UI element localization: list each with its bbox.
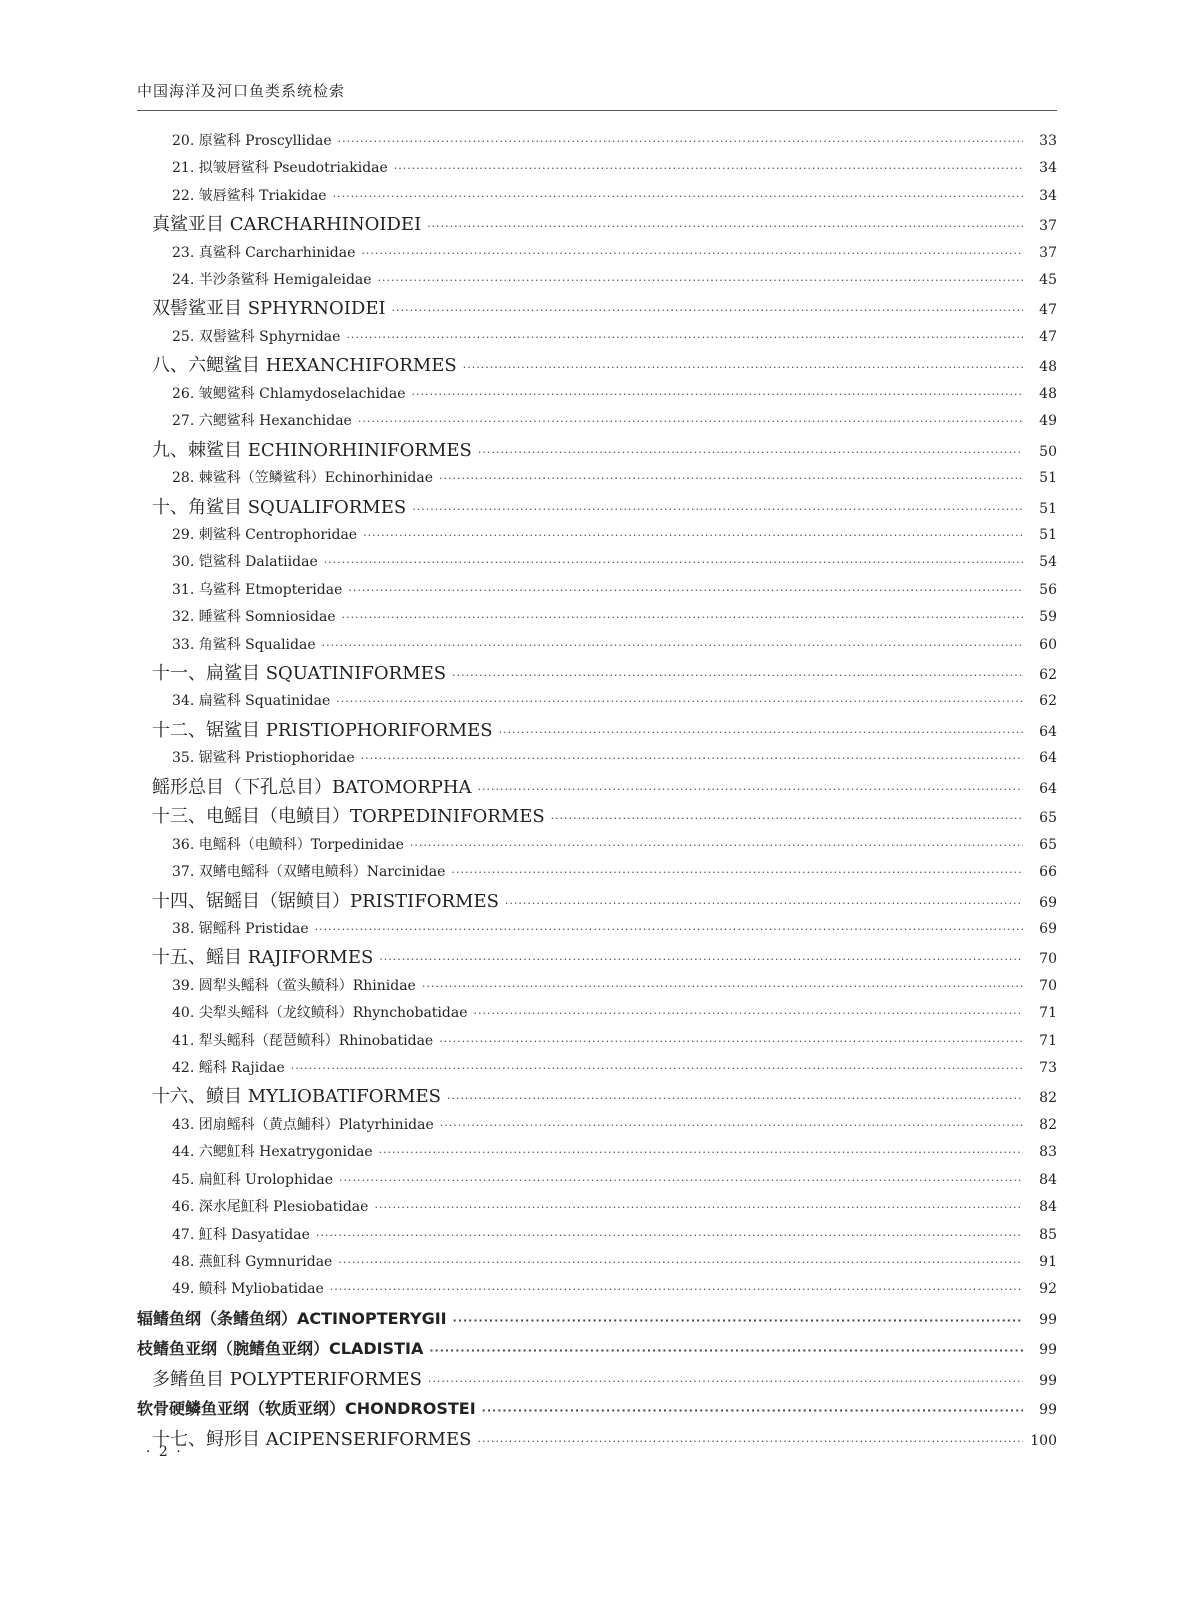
dot-leader	[410, 839, 1023, 852]
toc-entry-page: 99	[1039, 1342, 1057, 1359]
dot-leader	[477, 1427, 1023, 1456]
toc-entry-order	[137, 436, 1057, 466]
toc-entry-family	[137, 1112, 1057, 1139]
toc-entry-title: 枝鳍鱼亚纲（腕鳍鱼亚纲）CLADISTIA	[137, 1339, 424, 1359]
toc-entry-title: 21. 拟皱唇鲨科 Pseudotriakidae	[172, 160, 388, 177]
header-rule	[137, 110, 1057, 111]
toc-entry-page: 99	[1039, 1402, 1057, 1419]
toc-entry-order	[137, 887, 1057, 917]
toc-entry-family	[137, 1167, 1057, 1194]
toc-entry-order	[137, 716, 1057, 746]
toc-entry-family	[137, 604, 1057, 631]
toc-entry-title: 十五、鳐目 RAJIFORMES	[152, 947, 374, 969]
toc-entry-title: 鳐形总目（下孔总目）BATOMORPHA	[152, 776, 472, 798]
dot-leader	[379, 945, 1023, 974]
dot-leader	[339, 1174, 1023, 1187]
dot-leader	[324, 556, 1023, 569]
toc-entry-family	[137, 549, 1057, 576]
toc-entry-page: 92	[1039, 1281, 1057, 1298]
toc-entry-page: 59	[1039, 609, 1057, 626]
toc-entry-page: 37	[1039, 244, 1057, 261]
toc-entry-family	[137, 128, 1057, 155]
dot-leader	[499, 718, 1023, 747]
dot-leader	[392, 296, 1023, 325]
dot-leader	[330, 1283, 1023, 1296]
dot-leader	[427, 212, 1023, 241]
toc-entry-page: 56	[1039, 581, 1057, 598]
toc-entry-page: 51	[1039, 470, 1057, 487]
toc-entry-page: 73	[1039, 1060, 1057, 1077]
toc-entry-title: 十、角鲨目 SQUALIFORMES	[152, 496, 407, 518]
toc-entry-order	[137, 294, 1057, 324]
toc-entry-page: 64	[1039, 780, 1057, 797]
toc-entry-page: 84	[1039, 1171, 1057, 1188]
toc-entry-page: 85	[1039, 1226, 1057, 1243]
toc-entry-family	[137, 155, 1057, 182]
toc-entry-title: 十一、扁鲨目 SQUATINIFORMES	[152, 662, 447, 684]
toc-entry-page: 70	[1039, 977, 1057, 994]
toc-entry-page: 37	[1039, 218, 1057, 235]
toc-entry-page: 65	[1039, 810, 1057, 827]
toc-entry-page: 83	[1039, 1144, 1057, 1161]
toc-entry-title: 32. 睡鲨科 Somniosidae	[172, 609, 336, 626]
dot-leader	[440, 1119, 1023, 1132]
toc-entry-page: 47	[1039, 302, 1057, 319]
toc-entry-class	[137, 1334, 1057, 1365]
toc-entry-title: 20. 原鲨科 Proscyllidae	[172, 133, 332, 149]
toc-entry-family	[137, 859, 1057, 886]
toc-entry-page: 65	[1039, 836, 1057, 853]
toc-entry-family	[137, 1222, 1057, 1249]
dot-leader	[447, 1084, 1023, 1113]
toc-entry-title: 26. 皱鳃鲨科 Chlamydoselachidae	[172, 385, 406, 402]
toc-entry-order	[137, 351, 1057, 381]
dot-leader	[322, 639, 1023, 652]
toc-entry-page: 34	[1039, 187, 1057, 204]
dot-leader	[363, 529, 1023, 542]
toc-entry-page: 82	[1039, 1116, 1057, 1133]
dot-leader	[463, 353, 1023, 382]
toc-entry-page: 82	[1039, 1090, 1057, 1107]
toc-entry-family	[137, 522, 1057, 549]
toc-entry-family	[137, 381, 1057, 408]
toc-entry-page: 91	[1039, 1253, 1057, 1270]
toc-entry-title: 49. 鲼科 Myliobatidae	[172, 1281, 324, 1298]
toc-entry-family	[137, 745, 1057, 772]
toc-entry-order	[137, 1365, 1057, 1395]
toc-entry-page: 49	[1039, 413, 1057, 430]
dot-leader	[361, 247, 1023, 260]
toc-entry-page: 33	[1039, 133, 1057, 149]
toc-entry-class	[137, 1394, 1057, 1425]
dot-leader	[336, 695, 1023, 708]
toc-entry-order	[137, 1425, 1057, 1455]
dot-leader	[478, 775, 1023, 804]
toc-entry-order	[137, 210, 1057, 240]
toc-entry-title: 24. 半沙条鲨科 Hemigaleidae	[172, 272, 372, 289]
toc-entry-title: 39. 圆犁头鳐科（鲎头鲼科）Rhinidae	[172, 977, 416, 994]
toc-entry-title: 31. 乌鲨科 Etmopteridae	[172, 581, 343, 598]
dot-leader	[474, 1007, 1024, 1020]
toc-entry-page: 64	[1039, 750, 1057, 767]
toc-entry-family	[137, 916, 1057, 943]
toc-entry-page: 51	[1039, 527, 1057, 544]
toc-entry-title: 九、棘鲨目 ECHINORHINIFORMES	[152, 439, 472, 461]
toc-entry-page: 69	[1039, 921, 1057, 938]
running-header: 中国海洋及河口鱼类系统检索	[137, 82, 346, 100]
toc-entry-page: 54	[1039, 554, 1057, 571]
toc-entry-title: 34. 扁鲨科 Squatinidae	[172, 693, 331, 710]
toc-entry-title: 30. 铠鲨科 Dalatiidae	[172, 554, 318, 571]
toc-entry-page: 84	[1039, 1199, 1057, 1216]
dot-leader	[394, 162, 1023, 175]
toc-entry-page: 100	[1030, 1432, 1057, 1449]
toc-entry-title: 十二、锯鲨目 PRISTIOPHORIFORMES	[152, 719, 493, 741]
toc-entry-family	[137, 324, 1057, 351]
toc-entry-title: 十六、鲼目 MYLIOBATIFORMES	[152, 1086, 441, 1108]
dot-leader	[315, 923, 1023, 936]
toc-entry-family	[137, 973, 1057, 1000]
toc-entry-title: 33. 角鲨科 Squalidae	[172, 636, 316, 653]
toc-entry-page: 48	[1039, 385, 1057, 402]
dot-leader	[453, 1306, 1023, 1336]
dot-leader	[412, 495, 1023, 524]
toc-entry-page: 51	[1039, 500, 1057, 517]
dot-leader	[333, 190, 1023, 203]
toc-entry-page: 48	[1039, 359, 1057, 376]
toc-entry-title: 28. 棘鲨科（笠鳞鲨科）Echinorhinidae	[172, 470, 433, 487]
toc-entry-title: 十三、电鳐目（电鲼目）TORPEDINIFORMES	[152, 806, 545, 828]
toc-entry-title: 42. 鳐科 Rajidae	[172, 1060, 285, 1077]
toc-entry-family	[137, 1139, 1057, 1166]
dot-leader	[316, 1229, 1023, 1242]
toc-entry-family	[137, 1028, 1057, 1055]
toc-entry-page: 47	[1039, 328, 1057, 345]
toc-entry-family	[137, 1276, 1057, 1303]
dot-leader	[478, 438, 1023, 467]
toc-entry-title: 38. 锯鳐科 Pristidae	[172, 921, 309, 938]
toc-entry-page: 66	[1039, 864, 1057, 881]
toc-entry-title: 多鳍鱼目 POLYPTERIFORMES	[152, 1368, 422, 1390]
toc-entry-title: 十七、鲟形目 ACIPENSERIFORMES	[152, 1428, 472, 1450]
toc-entry-title: 44. 六鳃魟科 Hexatrygonidae	[172, 1144, 373, 1161]
toc-entry-order	[137, 802, 1057, 832]
toc-entry-title: 十四、锯鳐目（锯鲼目）PRISTIFORMES	[152, 890, 499, 912]
toc-entry-title: 双髻鲨亚目 SPHYRNOIDEI	[152, 298, 386, 320]
dot-leader	[374, 1201, 1023, 1214]
toc-entry-family	[137, 408, 1057, 435]
toc-entry-title: 43. 团扇鳐科（黄点鯆科）Platyrhinidae	[172, 1116, 434, 1133]
toc-entry-title: 46. 深水尾魟科 Plesiobatidae	[172, 1199, 369, 1216]
dot-leader	[358, 415, 1023, 428]
toc-entry-page: 34	[1039, 160, 1057, 177]
dot-leader	[412, 388, 1023, 401]
dot-leader	[482, 1396, 1023, 1426]
toc-entry-title: 40. 尖犁头鳐科（龙纹鲼科）Rhynchobatidae	[172, 1005, 468, 1022]
dot-leader	[378, 274, 1023, 287]
dot-leader	[452, 661, 1023, 690]
toc-entry-page: 62	[1039, 666, 1057, 683]
toc-entry-family	[137, 832, 1057, 859]
dot-leader	[338, 135, 1023, 148]
toc-entry-title: 36. 电鳐科（电鲼科）Torpedinidae	[172, 836, 404, 853]
toc-entry-family	[137, 1000, 1057, 1027]
toc-entry-family	[137, 183, 1057, 210]
dot-leader	[451, 866, 1023, 879]
toc-entry-title: 48. 燕魟科 Gymnuridae	[172, 1253, 333, 1270]
page-number: · 2 ·	[146, 1444, 183, 1460]
toc-entry-title: 25. 双髻鲨科 Sphyrnidae	[172, 328, 341, 345]
toc-entry-title: 22. 皱唇鲨科 Triakidae	[172, 187, 327, 204]
toc-entry-family	[137, 465, 1057, 492]
toc-entry-page: 71	[1039, 1005, 1057, 1022]
toc-entry-title: 软骨硬鳞鱼亚纲（软质亚纲）CHONDROSTEI	[137, 1399, 476, 1419]
dot-leader	[346, 331, 1023, 344]
toc-entry-family	[137, 1055, 1057, 1082]
toc-entry-family	[137, 577, 1057, 604]
toc-entry-title: 23. 真鲨科 Carcharhinidae	[172, 244, 356, 261]
dot-leader	[428, 1367, 1023, 1396]
toc-entry-family	[137, 240, 1057, 267]
toc-entry-title: 27. 六鳃鲨科 Hexanchidae	[172, 413, 352, 430]
toc-entry-page: 64	[1039, 723, 1057, 740]
toc-entry-title: 八、六鳃鲨目 HEXANCHIFORMES	[152, 355, 457, 377]
toc-entry-title: 29. 刺鲨科 Centrophoridae	[172, 527, 358, 544]
toc-entry-order	[137, 659, 1057, 689]
dot-leader	[439, 472, 1023, 485]
toc-entry-family	[137, 688, 1057, 715]
toc-entry-title: 45. 扁魟科 Urolophidae	[172, 1171, 334, 1188]
dot-leader	[551, 804, 1023, 833]
dot-leader	[505, 889, 1023, 918]
toc-entry-title: 41. 犁头鳐科（琵琶鲼科）Rhinobatidae	[172, 1032, 434, 1049]
toc-entry-page: 70	[1039, 951, 1057, 968]
dot-leader	[342, 611, 1023, 624]
toc-entry-page: 99	[1039, 1372, 1057, 1389]
table-of-contents	[137, 128, 1057, 1454]
toc-entry-page: 71	[1039, 1032, 1057, 1049]
dot-leader	[348, 584, 1023, 597]
dot-leader	[291, 1062, 1023, 1075]
toc-entry-page: 69	[1039, 894, 1057, 911]
toc-entry-order	[137, 493, 1057, 523]
toc-entry-class	[137, 1304, 1057, 1335]
toc-entry-title: 辐鳍鱼纲（条鳍鱼纲）ACTINOPTERYGII	[137, 1308, 447, 1328]
toc-entry-family	[137, 632, 1057, 659]
toc-entry-order	[137, 1082, 1057, 1112]
toc-entry-order	[137, 943, 1057, 973]
toc-entry-page: 50	[1039, 443, 1057, 460]
dot-leader	[338, 1256, 1023, 1269]
toc-entry-family	[137, 1194, 1057, 1221]
dot-leader	[439, 1035, 1023, 1048]
toc-entry-family	[137, 267, 1057, 294]
dot-leader	[361, 752, 1023, 765]
toc-entry-title: 37. 双鳍电鳐科（双鳍电鲼科）Narcinidae	[172, 864, 446, 881]
dot-leader	[429, 1336, 1023, 1366]
toc-entry-page: 99	[1039, 1311, 1057, 1328]
dot-leader	[422, 980, 1023, 993]
toc-entry-title: 47. 魟科 Dasyatidae	[172, 1226, 310, 1243]
dot-leader	[379, 1146, 1023, 1159]
toc-entry-page: 62	[1039, 693, 1057, 710]
toc-entry-order	[137, 773, 1057, 803]
toc-entry-title: 真鲨亚目 CARCHARHINOIDEI	[152, 214, 422, 236]
toc-entry-family	[137, 1249, 1057, 1276]
toc-entry-page: 45	[1039, 272, 1057, 289]
toc-entry-title: 35. 锯鲨科 Pristiophoridae	[172, 750, 355, 767]
toc-entry-page: 60	[1039, 636, 1057, 653]
